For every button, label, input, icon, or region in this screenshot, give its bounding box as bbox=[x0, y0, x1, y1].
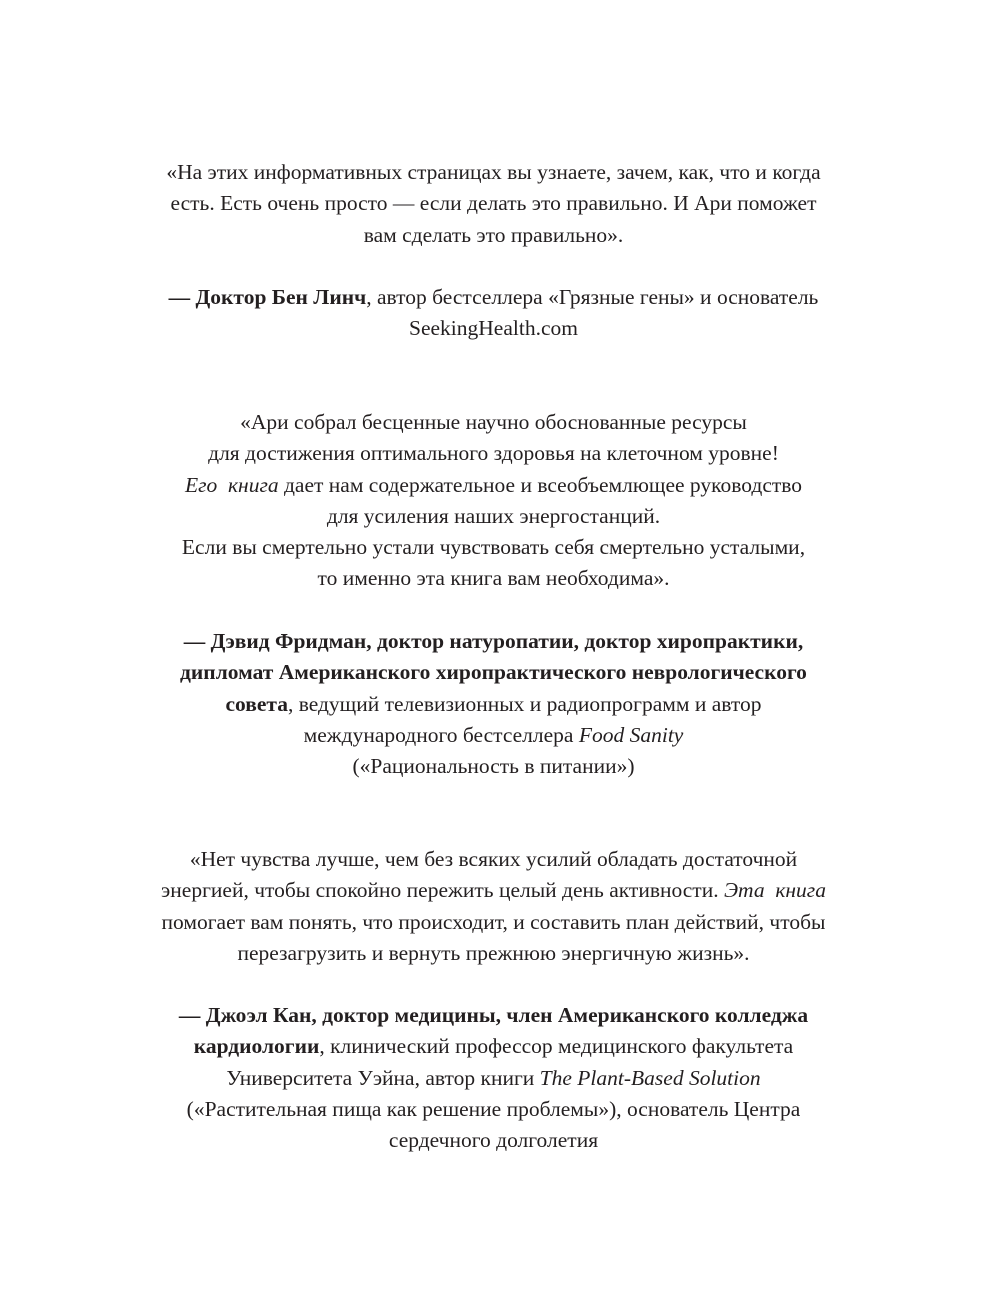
author-name: — Доктор Бен Линч bbox=[168, 285, 367, 309]
testimonial-1-quote bbox=[0, 157, 987, 251]
quote-line: Его книга дает нам содержательное и всеобъемлющее руководство bbox=[184, 472, 803, 497]
quote-line: «Ари собрал бесценные научно обоснованные ресурсы bbox=[240, 410, 747, 434]
attribution-line: дипломат Американского хиропрактического неврологического bbox=[180, 660, 807, 685]
quote-line: энергией, чтобы спокойно пережить целый день активности. Эта книга bbox=[161, 878, 826, 903]
attribution-line: — Джоэл Кан, доктор медицины, член Американского колледжа bbox=[178, 1003, 809, 1027]
attribution-line: кардиологии, клинический профессор медицинского факультета bbox=[193, 1034, 794, 1059]
testimonial-3-attribution bbox=[0, 1000, 987, 1156]
testimonial-3-quote bbox=[0, 844, 987, 969]
quote-line: «На этих информативных страницах вы узнаете, зачем, как, что и когда bbox=[166, 160, 821, 184]
testimonial-2-quote bbox=[0, 407, 987, 595]
italic-text: Эта книга bbox=[723, 878, 826, 903]
author-description: , автор бестселлера «Грязные гены» и основатель bbox=[366, 285, 819, 309]
quote-line: то именно эта книга вам необходима». bbox=[317, 566, 670, 591]
quote-line: Если вы смертельно устали чувствовать себя смертельно усталыми, bbox=[181, 535, 806, 560]
quote-line: для усиления наших энергостанций. bbox=[326, 503, 661, 528]
attribution-line: международного бестселлера Food Sanity bbox=[303, 722, 684, 747]
book-title: Food Sanity bbox=[578, 722, 684, 747]
quote-line: «Нет чувства лучше, чем без всяких усилий обладать достаточной bbox=[189, 847, 798, 871]
testimonial-1-attribution bbox=[0, 282, 987, 345]
quote-line: помогает вам понять, что происходит, и составить план действий, чтобы bbox=[161, 909, 826, 934]
book-title: The Plant-Based Solution bbox=[539, 1065, 761, 1090]
attribution-line: — Дэвид Фридман, доктор натуропатии, доктор хиропрактики, bbox=[183, 629, 804, 653]
attribution-line bbox=[0, 282, 987, 313]
quote-line: есть. Есть очень просто — если делать это правильно. И Ари поможет bbox=[170, 191, 817, 216]
quote-line: перезагрузить и вернуть прежнюю энергичную жизнь». bbox=[237, 940, 750, 965]
attribution-line: совета, ведущий телевизионных и радиопрограмм и автор bbox=[225, 691, 762, 716]
attribution-line: («Растительная пища как решение проблемы»), основатель Центра bbox=[186, 1096, 801, 1121]
attribution-line: Университета Уэйна, автор книги The Plant-Based Solution bbox=[226, 1065, 761, 1090]
quote-line: для достижения оптимального здоровья на клеточном уровне! bbox=[208, 441, 779, 466]
quote-line: вам сделать это правильно». bbox=[363, 222, 624, 247]
testimonial-2-attribution bbox=[0, 626, 987, 782]
attribution-line: SeekingHealth.com bbox=[409, 316, 578, 341]
attribution-line: сердечного долголетия bbox=[388, 1128, 599, 1153]
italic-text: Его книга bbox=[184, 472, 279, 497]
attribution-line: («Рациональность в питании») bbox=[352, 754, 635, 779]
